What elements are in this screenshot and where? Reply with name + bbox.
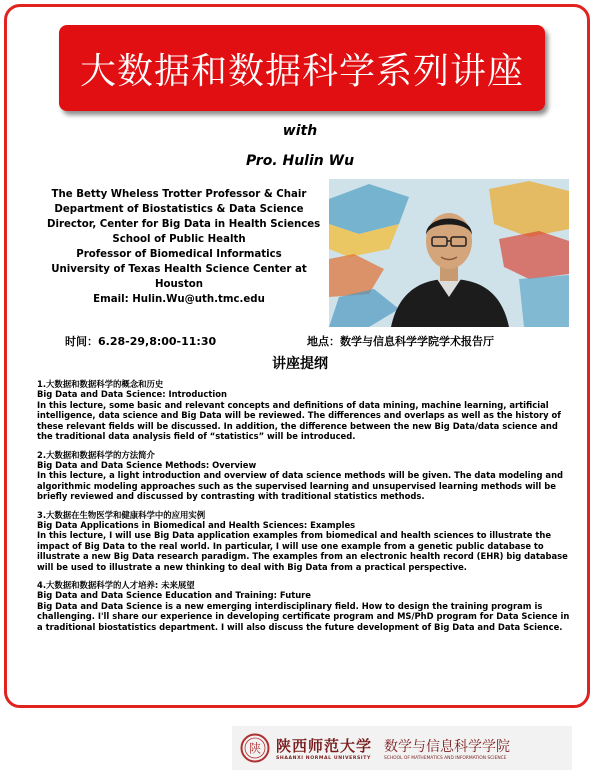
bio-line: School of Public Health (112, 234, 246, 245)
section-body: In this lecture, I will use Big Data application examples from biomedical and health sciences to illustrate the impact of Big Data to the real world. In particular, I will use one example from a genetic public database to illustrate a new Big Data research paradigm. The examples from an electronic health record (EHR) big database will be used to illustrate a new thinking to deal with Big Data from a practical perspective. (37, 530, 568, 572)
speaker-bio (47, 187, 321, 307)
seal-char: 陕 (248, 741, 262, 756)
bio-line: Houston (155, 279, 203, 290)
section-4 (37, 580, 573, 632)
outline-heading: 讲座提纲 (272, 356, 328, 372)
section-title-cn: 1.大数据和数据科学的概念和历史 (37, 379, 164, 389)
university-name (276, 735, 372, 761)
section-title-cn: 2.大数据和数据科学的方法简介 (37, 449, 155, 460)
section-body: In this lecture, a light introduction and overview of data science methods will be given. The data modeling and algorithmic modeling approaches such as the supervised learning and unsupervised learning methods will be briefly reviewed and discussed by contrasting with traditional statistics methods. (37, 470, 564, 501)
section-body: Big Data and Data Science is a new emerging interdisciplinary field. How to design the training program is challenging. I'll share our experience in developing certificate program and MS/PhD program for Data Science in a traditional biostatistics department. I will also discuss the future development of Big Data and Data Science. (37, 600, 570, 632)
section-title-cn: 4.大数据和数据科学的人才培养: 未来展望 (37, 580, 195, 590)
section-title-en: Big Data and Data Science Education and Training: Future (37, 590, 311, 600)
bio-line: Department of Biostatistics & Data Science (54, 204, 304, 215)
school-name-cn: 数学与信息科学学院 (384, 738, 511, 755)
bio-line: The Betty Wheless Trotter Professor & Chair (51, 189, 307, 200)
lecture-time: 时间：6.28-29,8:00-11:30 (65, 335, 217, 348)
section-2 (37, 450, 573, 502)
section-title-en: Big Data and Data Science: Introduction (37, 389, 227, 399)
university-name-en: SHAANXI NORMAL UNIVERSITY (276, 756, 371, 761)
title-banner (59, 25, 545, 111)
university-logo-bar (232, 726, 572, 770)
banner-title: 大数据和数据科学系列讲座 (79, 50, 524, 92)
bio-line: Director, Center for Big Data in Health Sciences (47, 219, 321, 230)
with-label: with (282, 123, 318, 139)
section-body: In this lecture, some basic and relevant concepts and definitions of data mining, machine learning, artificial intelligence, data science and Big Data will be reviewed. The differences and overlaps as well as the history of these relevant fields will be discussed. In addition, the difference between the new Big Data/data science and the traditional data analysis field of “statistics” will be introduced. (37, 399, 561, 441)
bio-email: Email: Hulin.Wu@uth.tmc.edu (93, 294, 265, 305)
bio-line: Professor of Biomedical Informatics (76, 249, 282, 260)
section-title-en: Big Data and Data Science Methods: Overview (37, 459, 257, 470)
lecture-sections (37, 379, 573, 640)
section-1 (37, 379, 573, 442)
speaker-photo-illustration (329, 179, 569, 327)
bio-line: University of Texas Health Science Center at (51, 264, 307, 275)
poster-frame (4, 4, 590, 708)
university-seal-icon (240, 733, 270, 763)
speaker-photo (329, 179, 569, 327)
school-name (384, 736, 510, 761)
section-3 (37, 510, 573, 573)
speaker-name: Pro. Hulin Wu (245, 153, 355, 169)
section-title-en: Big Data Applications in Biomedical and Health Sciences: Examples (37, 519, 356, 530)
school-name-en: SCHOOL OF MATHEMATICS AND INFORMATION SCIENCE (384, 755, 507, 761)
lecture-place: 地点：数学与信息科学学院学术报告厅 (307, 335, 494, 348)
university-name-cn: 陕西师范大学 (276, 737, 373, 755)
section-title-cn: 3.大数据在生物医学和健康科学中的应用实例 (37, 509, 206, 520)
